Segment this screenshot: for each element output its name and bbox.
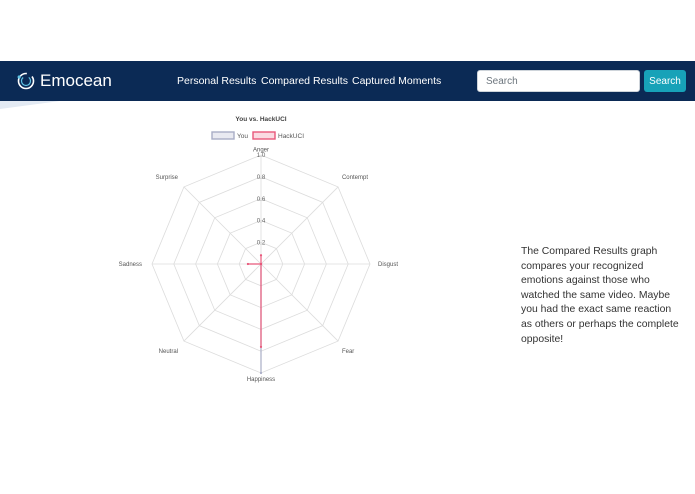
description-text: The Compared Results graph compares your recognized emotions against those who watched the same video. Maybe you had the exact same reaction as others or perhaps the complete opposite!	[521, 246, 679, 345]
search-button[interactable]: Search	[644, 70, 686, 92]
series-point-hackuci	[260, 254, 262, 256]
axis-label-disgust: Disgust	[378, 262, 399, 268]
radial-tick-label: 0.2	[256, 239, 266, 247]
nav-link-compared-results[interactable]: Compared Results	[261, 75, 348, 87]
axis-label-sadness: Sadness	[118, 262, 142, 268]
brand-name: Emocean	[40, 71, 112, 90]
series-area-hackuci	[248, 255, 261, 347]
radar-labels	[119, 148, 399, 384]
axis-label-fear: Fear	[341, 348, 355, 355]
radial-tick-label: 1.0	[256, 152, 266, 160]
legend-swatch-you	[212, 132, 234, 139]
series-point-you	[260, 372, 262, 374]
axis-label-neutral: Neutral	[158, 348, 179, 355]
radial-tick-label: 0.4	[256, 217, 266, 225]
chart-title: You vs. HackUCI	[235, 116, 287, 123]
series-point-hackuci	[247, 263, 249, 265]
axis-label-anger: Anger	[252, 147, 270, 154]
legend-label-you: You	[237, 133, 248, 140]
legend-label-hackuci: HackUCI	[278, 133, 305, 140]
axis-label-contempt: Contempt	[341, 175, 368, 182]
radial-tick-label: 0.8	[256, 174, 266, 181]
axis-label-happiness: Happiness	[246, 377, 276, 383]
series-point-hackuci	[260, 346, 262, 348]
axis-label-surprise: Surprise	[155, 175, 179, 182]
nav-link-personal-results[interactable]: Personal Results	[177, 75, 257, 87]
series-point-hackuci	[260, 263, 262, 265]
nav-link-captured-moments[interactable]: Captured Moments	[352, 75, 442, 87]
legend-swatch-hackuci	[253, 132, 275, 139]
radial-tick-label: 0.6	[256, 195, 266, 203]
chart-legend	[212, 132, 304, 140]
radar-series	[247, 254, 262, 374]
